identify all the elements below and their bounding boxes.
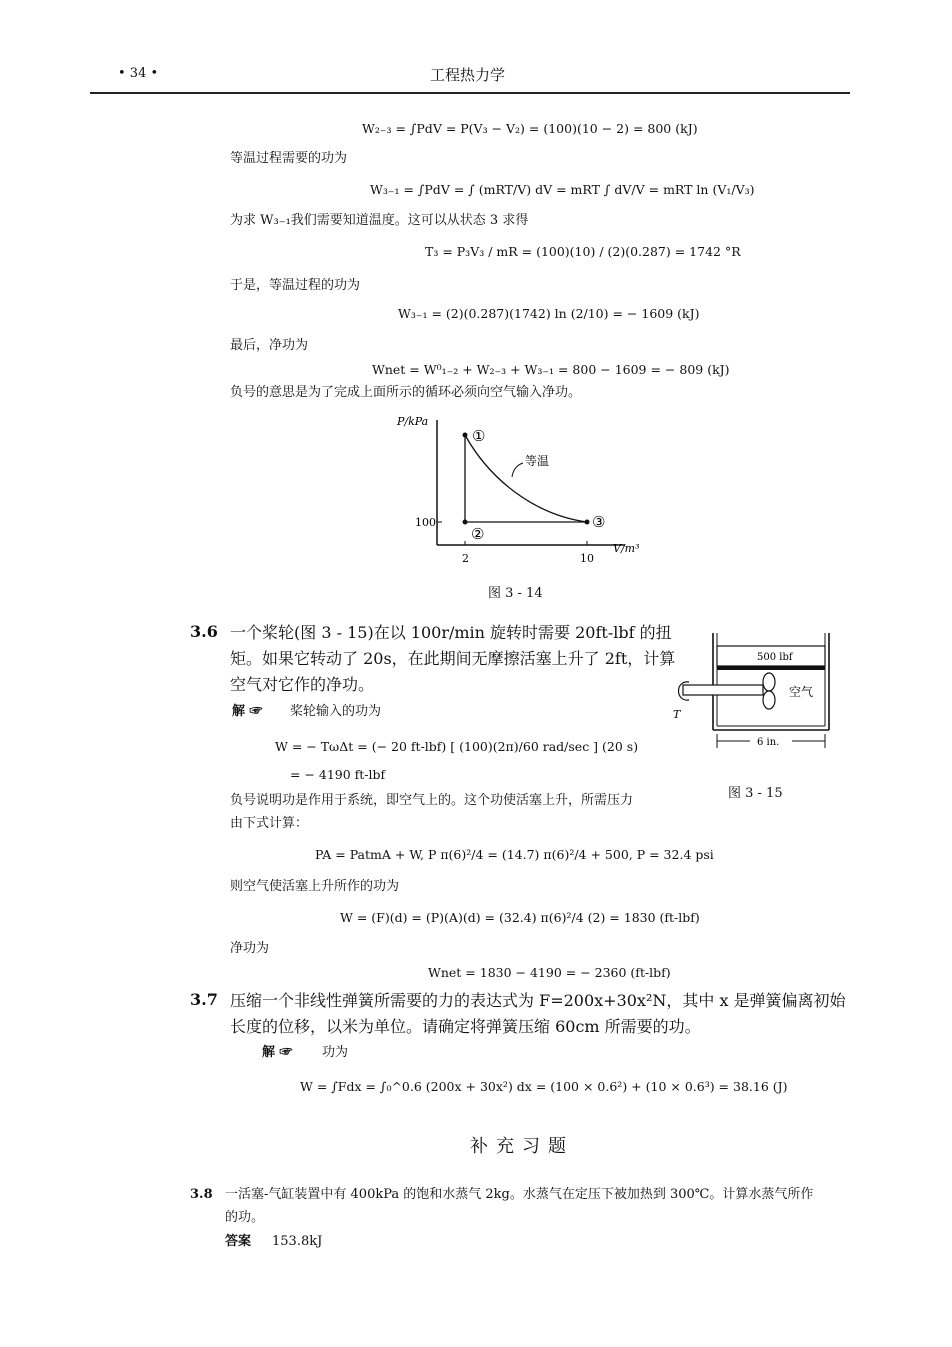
text-work-3-7: 功为: [322, 1045, 349, 1060]
problem-3-7-line-2: 长度的位移，以米为单位。请确定将弹簧压缩 60cm 所需要的功。: [230, 1017, 701, 1036]
equation-pressure: PA = PatmA + W, P π(6)²/4 = (14.7) π(6)²/4 + 500, P = 32.4 psi: [315, 847, 714, 862]
solution-label-3-6: 解 ☞: [232, 704, 263, 719]
equation-w23: W₂₋₃ = ∫PdV = P(V₃ − V₂) = (100)(10 − 2) = 800 (kJ): [362, 121, 698, 136]
text-air-work: 则空气使活塞上升所作的功为: [230, 879, 400, 894]
text-sign-note: 负号说明功是作用于系统，即空气上的。这个功使活塞上升，所需压力: [230, 793, 634, 808]
state-label-2: ②: [471, 525, 485, 543]
solution-label-3-7: 解 ☞: [262, 1045, 293, 1060]
weight-label: 500 lbf: [757, 652, 793, 663]
y-axis-label: P/kPa: [397, 415, 429, 428]
state-label-1: ①: [472, 427, 486, 445]
equation-spring-work: W = ∫Fdx = ∫₀^0.6 (200x + 30x²) dx = (100 × 0.6²) + (10 × 0.6³) = 38.16 (J): [300, 1079, 788, 1094]
problem-number-3-6: 3.6: [190, 622, 218, 641]
equation-w31-value: W₃₋₁ = (2)(0.287)(1742) ln (2/10) = − 1609 (kJ): [398, 306, 700, 321]
figure-caption-3-14: 图 3 - 14: [488, 586, 543, 601]
equation-air-work: W = (F)(d) = (P)(A)(d) = (32.4) π(6)²/4 (2) = 1830 (ft-lbf): [340, 910, 700, 925]
x-axis-label: V/m³: [613, 542, 640, 555]
tick-label-2: 2: [462, 552, 469, 565]
equation-w31: W₃₋₁ = ∫PdV = ∫ (mRT/V) dV = mRT ∫ dV/V = mRT ln (V₁/V₃): [370, 182, 755, 197]
pv-diagram: [395, 405, 655, 580]
piston-cylinder-figure: [665, 628, 845, 758]
problem-3-6-line-3: 空气对它作的净功。: [230, 675, 375, 694]
tick-label-10: 10: [580, 552, 594, 565]
page-number: • 34 •: [118, 66, 159, 81]
state-point-3: [585, 520, 590, 525]
text-isothermal-process: 于是，等温过程的功为: [230, 278, 361, 293]
equation-net-work-3-6: Wnet = 1830 − 4190 = − 2360 (ft-lbf): [428, 965, 671, 980]
text-net-work-3-6: 净功为: [230, 941, 270, 956]
text-temperature: 为求 W₃₋₁我们需要知道温度。这可以从状态 3 求得: [230, 213, 529, 228]
running-title: 工程热力学: [430, 66, 506, 84]
answer-value: 153.8kJ: [272, 1234, 323, 1249]
text-isothermal-work: 等温过程需要的功为: [230, 151, 348, 166]
problem-3-8-line-2: 的功。: [225, 1210, 265, 1225]
header-rule: [90, 92, 850, 94]
answer-label: 答案: [225, 1234, 252, 1249]
state-point-2: [463, 520, 468, 525]
problem-number-3-8: 3.8: [190, 1187, 213, 1202]
problem-3-6-line-1: 一个桨轮(图 3 - 15)在以 100r/min 旋转时需要 20ft-lbf 的扭: [230, 623, 672, 642]
text-calc-by: 由下式计算：: [230, 816, 309, 831]
equation-paddle-work-value: = − 4190 ft-lbf: [290, 767, 386, 782]
isothermal-label: 等温: [525, 454, 550, 468]
equation-t3: T₃ = P₃V₃ / mR = (100)(10) / (2)(0.287) = 1742 °R: [425, 244, 741, 259]
problem-number-3-7: 3.7: [190, 990, 218, 1009]
text-paddle-work: 桨轮输入的功为: [290, 704, 382, 719]
problem-3-7-line-1: 压缩一个非线性弹簧所需要的力的表达式为 F=200x+30x²N，其中 x 是弹簧偏离初始: [230, 991, 846, 1010]
piston: [717, 666, 825, 670]
state-point-1: [463, 433, 468, 438]
width-label: 6 in.: [757, 737, 780, 748]
text-net-work: 最后，净功为: [230, 338, 309, 353]
section-title: 补充习题: [470, 1136, 574, 1157]
label-pointer: [512, 463, 523, 477]
paddle-blade-top: [763, 673, 775, 691]
figure-caption-3-15: 图 3 - 15: [728, 786, 783, 801]
tick-label-100: 100: [415, 516, 436, 529]
equation-paddle-work: W = − TωΔt = (− 20 ft-lbf) [ (100)(2π)/60 rad/sec ] (20 s): [275, 739, 639, 754]
paddle-blade-bottom: [763, 691, 775, 709]
state-label-3: ③: [592, 513, 606, 531]
torque-label: T: [673, 708, 681, 721]
air-label: 空气: [789, 685, 814, 699]
isothermal-curve: [465, 435, 587, 522]
equation-wnet: Wnet = W⁰₁₋₂ + W₂₋₃ + W₃₋₁ = 800 − 1609 = − 809 (kJ): [372, 362, 730, 377]
problem-3-8-line-1: 一活塞-气缸装置中有 400kPa 的饱和水蒸气 2kg。水蒸气在定压下被加热到 300℃。计算水蒸气所作: [225, 1187, 814, 1202]
text-sign-meaning: 负号的意思是为了完成上面所示的循环必须向空气输入净功。: [230, 385, 582, 400]
paddle-shaft: [683, 685, 763, 695]
problem-3-6-line-2: 矩。如果它转动了 20s，在此期间无摩擦活塞上升了 2ft，计算: [230, 649, 676, 668]
